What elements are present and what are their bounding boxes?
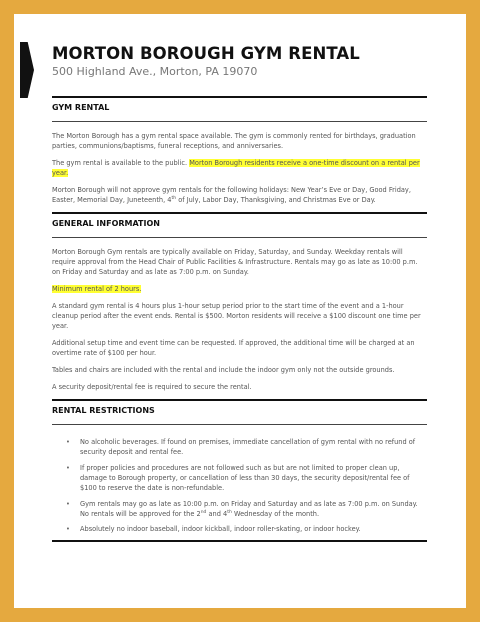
list-item-text: If proper policies and procedures are not followed such as but are not limited to proper clean up, damage to Borough property, or cancellation of less than 30 days, the security deposit/rental fee of $100 to reserve the date is non-refundable. (80, 464, 410, 492)
paragraph (52, 158, 427, 178)
header-tab-marker (20, 42, 34, 98)
section-general-information (52, 212, 427, 392)
list-item (66, 437, 427, 457)
paragraph: A standard gym rental is 4 hours plus 1-hour setup period prior to the start time of the event and a 1-hour cleanup period after the event ends. Rental is $500. Morton residents will receive a $100 discount one time per year. (52, 302, 421, 330)
address-line: 500 Highland Ave., Morton, PA 19070 (52, 65, 258, 78)
bullet-icon: • (66, 500, 70, 508)
section-rule-thick (52, 540, 427, 542)
section-rental-restrictions (52, 399, 427, 542)
highlighted-text: Minimum rental of 2 hours. (52, 285, 142, 293)
section-heading: RENTAL RESTRICTIONS (52, 406, 155, 415)
paragraph: The Morton Borough has a gym rental space available. The gym is commonly rented for birthdays, graduation parties, communions/baptisms, funeral receptions, and anniversaries. (52, 132, 416, 150)
superscript: th (171, 196, 177, 201)
highlighted-text: Morton Borough residents receive a one-time discount on a rental per year. (52, 159, 420, 177)
paragraph-text: of July, Labor Day, Thanksgiving, and Christmas Eve or Day. (176, 196, 376, 204)
list-item (66, 499, 427, 519)
paragraph (52, 185, 427, 205)
list-item-text: No alcoholic beverages. If found on premises, immediate cancellation of gym rental with no refund of security deposit and rental fee. (80, 438, 416, 456)
paragraph: Morton Borough Gym rentals are typically available on Friday, Saturday, and Sunday. Weekday rentals will require approval from the Head Chair of Public Facilities & Infrastructure. Rentals may go as late as 10:00 p.m. on Friday and Saturday and as late as 7:00 p.m. on Sunday. (52, 248, 418, 276)
document-page (14, 14, 466, 608)
list-item (66, 524, 427, 534)
paragraph: A security deposit/rental fee is required to secure the rental. (52, 383, 252, 391)
bullet-icon: • (66, 438, 70, 446)
list-item (66, 463, 427, 493)
paragraph-text: Morton Borough will not approve gym rentals for the following holidays: New Year’s Eve or Day, Good Friday, Easter, Memorial Day, Juneteenth, 4 (52, 186, 411, 204)
list-item-text: Gym rentals may go as late as 10:00 p.m. on Friday and Saturday and as late as 7:00 p.m. on Sunday. No rentals will be approved for the 2 (80, 500, 418, 518)
list-item-text: and 4 (206, 510, 228, 518)
section-rule-thin (52, 424, 427, 425)
page-title: MORTON BOROUGH GYM RENTAL (52, 44, 360, 63)
section-heading: GYM RENTAL (52, 103, 110, 112)
list-item-text: Wednesday of the month. (231, 510, 320, 518)
document-body (52, 96, 427, 542)
paragraph: Tables and chairs are included with the rental and include the indoor gym only not the outside grounds. (52, 366, 395, 374)
superscript: th (227, 510, 232, 515)
list-item-text: Absolutely no indoor baseball, indoor kickball, indoor roller-skating, or indoor hockey. (80, 525, 361, 533)
section-heading: GENERAL INFORMATION (52, 219, 160, 228)
bullet-icon: • (66, 525, 70, 533)
paragraph: Additional setup time and event time can be requested. If approved, the additional time will be charged at an overtime rate of $100 per hour. (52, 339, 415, 357)
section-rule-thin (52, 121, 427, 122)
section-rule-thin (52, 237, 427, 238)
superscript: nd (200, 510, 207, 515)
document-header (52, 44, 442, 79)
paragraph (52, 284, 427, 294)
section-gym-rental (52, 96, 427, 205)
paragraph-text: The gym rental is available to the public. (52, 159, 190, 167)
restrictions-list (52, 437, 427, 534)
bullet-icon: • (66, 464, 70, 472)
